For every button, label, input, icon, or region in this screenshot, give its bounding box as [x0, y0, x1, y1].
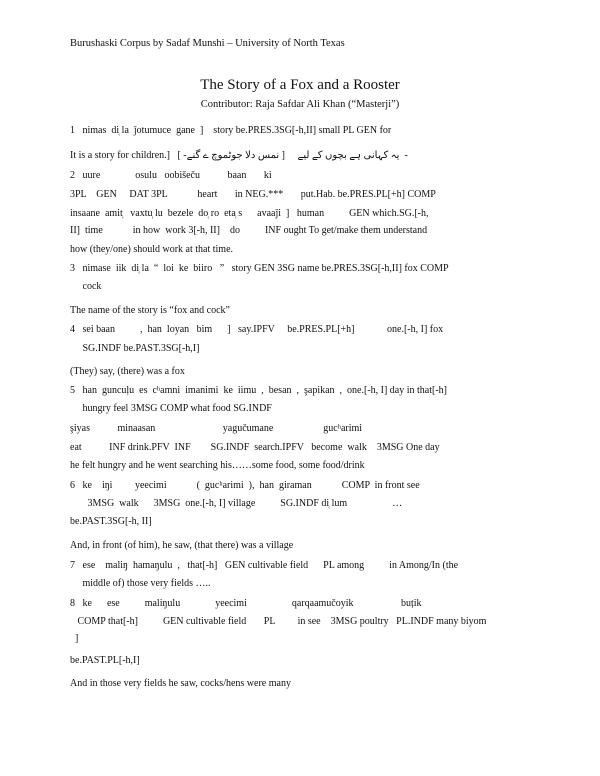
- text-line: SG.INDF be.PAST.3SG[-h,I]: [70, 343, 200, 354]
- text-line: And, in front (of him), he saw, (that there) was a village: [70, 540, 294, 551]
- text-line: cock: [70, 281, 102, 292]
- text-line: The name of the story is “fox and cock”: [70, 305, 230, 316]
- text-line: It is a story for children.] [ -نمس دلا جوٹموچ ے گنے ] یہ کہانی ہے بچوں کے لیے -: [70, 150, 408, 161]
- text-line: COMP that[-h] GEN cultivable field PL in see 3MSG poultry PL.INDF many biyom: [70, 616, 487, 627]
- text-line: he felt hungry and he went searching his……some food, some food/drink: [70, 460, 365, 471]
- text-line: 7 ese maliŋ hamaŋulu , that[-h] GEN cultivable field PL among in Among/In (the: [70, 560, 459, 571]
- text-line: insaane amit̜ vaxtu̜ lu bezele do̜ ro eta̜ s avaaǰi ] human GEN which.SG.[-h,: [70, 208, 429, 219]
- document-title: The Story of a Fox and a Rooster: [200, 77, 400, 93]
- text-line: how (they/one) should work at that time.: [70, 244, 234, 255]
- text-line: 3MSG walk 3MSG one.[-h, I] village SG.INDF di̜ lum …: [70, 498, 403, 509]
- page-header: Burushaski Corpus by Sadaf Munshi – University of North Texas: [70, 38, 345, 49]
- text-line: eat INF drink.PFV INF SG.INDF search.IPFV become walk 3MSG One day: [70, 442, 440, 453]
- text-line: 8 ke ese maliŋulu yeecimi qarqaamučoyik buțik: [70, 598, 422, 609]
- text-line: 1 nimas di̜ la ǰotumuce gane ] story be.PRES.3SG[-h,II] small PL GEN for: [70, 125, 392, 136]
- contributor-line: Contributor: Raja Safdar Ali Khan (“Masterji”): [200, 99, 400, 110]
- text-line: be.PAST.3SG[-h, II]: [70, 516, 152, 527]
- text-line: And in those very fields he saw, cocks/hens were many: [70, 678, 291, 689]
- text-line: şiyas minaasan yagučumane gucʰarimi: [70, 423, 363, 434]
- text-line: II] time in how work 3[-h, II] do INF ought To get/make them understand: [70, 225, 428, 236]
- text-line: 5 han guncuḷu es cʰamni imanimi ke iimu , besan , şapikan , one.[-h, I] day in that[-h]: [70, 385, 448, 396]
- text-line: 4 sei baan , han loyan bim ] say.IPFV be.PRES.PL[+h] one.[-h, I] fox: [70, 324, 444, 335]
- text-line: 6 ke iŋi yeecimi ( gucʰarimi ), han giraman COMP in front see: [70, 480, 420, 491]
- text-line: be.PAST.PL[-h,I]: [70, 655, 140, 666]
- text-line: 3PL GEN DAT 3PL heart in NEG.*** put.Hab. be.PRES.PL[+h] COMP: [70, 189, 436, 200]
- text-line: 2 uure osulu oobišeču baan ki: [70, 170, 272, 181]
- text-line: ]: [70, 633, 79, 644]
- text-line: middle of) those very fields …..: [70, 578, 211, 589]
- text-line: 3 nimase iik di̜ la “ loi ke biiro ” story GEN 3SG name be.PRES.3SG[-h,II] fox COMP: [70, 263, 449, 274]
- text-line: hungry feel 3MSG COMP what food SG.INDF: [70, 403, 272, 414]
- text-line: (They) say, (there) was a fox: [70, 366, 185, 377]
